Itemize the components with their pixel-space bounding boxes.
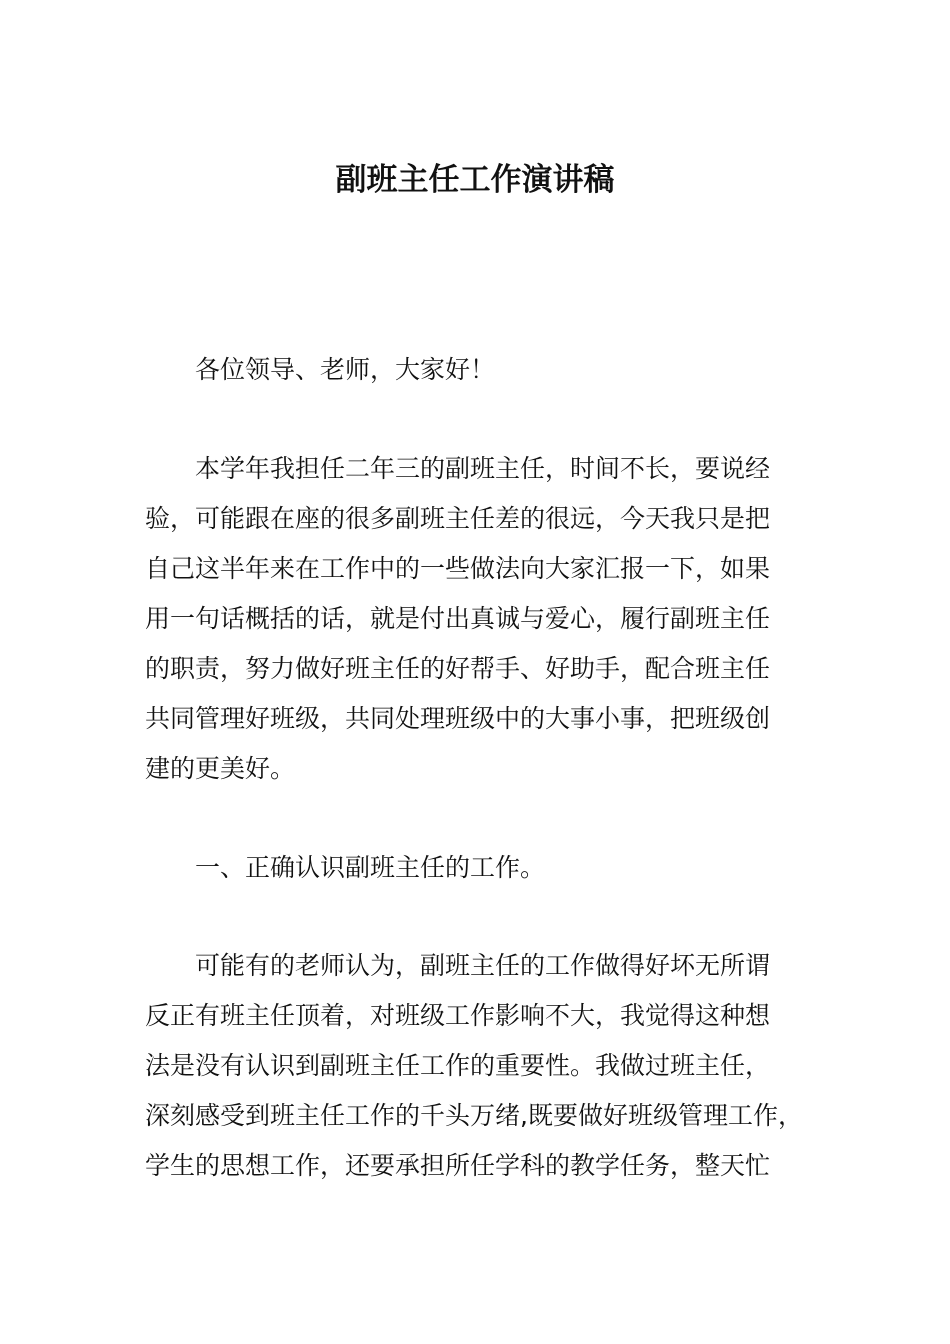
paragraph-line: 用一句话概括的话，就是付出真诚与爱心，履行副班主任 <box>145 604 771 633</box>
body-paragraph <box>145 941 835 1191</box>
paragraph-line: 深刻感受到班主任工作的千头万绪,既要做好班级管理工作， <box>145 1101 803 1130</box>
paragraph-line: 的职责，努力做好班主任的好帮手、好助手，配合班主任 <box>145 654 771 683</box>
greeting-text: 各位领导、老师，大家好！ <box>195 355 496 384</box>
paragraph-line: 本学年我担任二年三的副班主任，时间不长，要说经 <box>195 454 771 483</box>
paragraph-line: 学生的思想工作，还要承担所任学科的教学任务，整天忙 <box>145 1151 771 1180</box>
paragraph-line: 法是没有认识到副班主任工作的重要性。我做过班主任， <box>145 1051 771 1080</box>
paragraph-line: 自己这半年来在工作中的一些做法向大家汇报一下，如果 <box>145 554 771 583</box>
document-title: 副班主任工作演讲稿 <box>335 162 615 198</box>
intro-paragraph <box>145 444 835 794</box>
greeting-paragraph <box>145 345 835 395</box>
paragraph-line: 验，可能跟在座的很多副班主任差的很远，今天我只是把 <box>145 504 771 533</box>
paragraph-line: 建的更美好。 <box>145 754 296 783</box>
paragraph-line: 共同管理好班级，共同处理班级中的大事小事，把班级创 <box>145 704 771 733</box>
paragraph-line: 反正有班主任顶着，对班级工作影响不大，我觉得这种想 <box>145 1001 771 1030</box>
section-heading <box>145 843 835 893</box>
section-heading-text: 一、正确认识副班主任的工作。 <box>195 853 546 882</box>
paragraph-line: 可能有的老师认为，副班主任的工作做得好坏无所谓 <box>195 951 771 980</box>
